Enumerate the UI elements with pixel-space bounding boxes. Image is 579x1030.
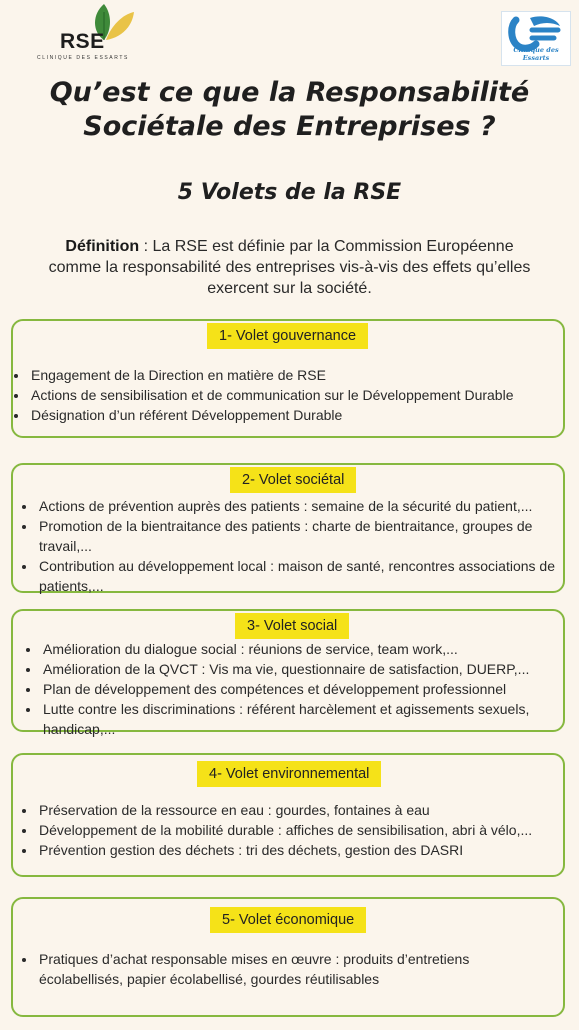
section-card-economique [11, 897, 565, 1017]
list-item: • Plan de développement des compétences et développement professionnel [41, 679, 561, 699]
list-item: • Promotion de la bientraitance des patients : charte de bientraitance, groupes de travail,... [37, 516, 579, 556]
list-item: • Actions de sensibilisation et de communication sur le Développement Durable [29, 385, 569, 405]
list-item: • Actions de prévention auprès des patients : semaine de la sécurité du patient,... [37, 496, 579, 516]
section-list-gouvernance [13, 365, 569, 425]
section-list-societal [21, 496, 579, 596]
section-card-societal [11, 463, 565, 593]
definition-paragraph [30, 236, 549, 299]
list-item: • Préservation de la ressource en eau : gourdes, fontaines à eau [37, 800, 577, 820]
page-subtitle: 5 Volets de la RSE [177, 180, 402, 205]
rse-logo [28, 2, 138, 62]
definition-label: Définition [65, 238, 140, 255]
list-item: • Amélioration de la QVCT : Vis ma vie, questionnaire de satisfaction, DUERP,... [41, 659, 561, 679]
section-title-gouvernance: 1- Volet gouvernance [207, 323, 368, 349]
page-title-line-1: Qu’est ce que la Responsabilité [49, 77, 530, 108]
section-title-economique: 5- Volet économique [210, 907, 366, 933]
list-item: • Contribution au développement local : maison de santé, rencontres associations de patients,... [37, 556, 579, 596]
clinic-logo [501, 11, 571, 66]
section-title-societal: 2- Volet sociétal [230, 467, 356, 493]
list-item: • Engagement de la Direction en matière de RSE [29, 365, 569, 385]
rse-logo-text: RSE [60, 30, 105, 53]
list-item: • Amélioration du dialogue social : réunions de service, team work,... [41, 639, 561, 659]
page-title-line-2: Sociétale des Entreprises ? [83, 111, 496, 142]
list-item: • Désignation d’un référent Développement Durable [29, 405, 569, 425]
rse-logo-subtext: CLINIQUE DES ESSARTS [37, 55, 129, 61]
section-card-environnemental [11, 753, 565, 877]
section-list-environnemental [21, 800, 577, 860]
definition-line-1 [30, 236, 549, 257]
section-card-social [11, 609, 565, 737]
section-title-social: 3- Volet social [235, 613, 349, 639]
section-list-economique [21, 949, 487, 989]
definition-text-1: : La RSE est définie par la Commission Européenne [139, 238, 514, 255]
definition-line-3: exercent sur la société. [207, 280, 372, 297]
page-title [0, 76, 579, 144]
list-item: • Prévention gestion des déchets : tri des déchets, gestion des DASRI [37, 840, 577, 860]
definition-line-2: comme la responsabilité des entreprises vis-à-vis des effets qu’elles [48, 259, 531, 276]
section-list-social [25, 639, 561, 739]
list-item: • Développement de la mobilité durable : affiches de sensibilisation, abri à vélo,... [37, 820, 577, 840]
section-card-gouvernance [11, 319, 565, 438]
clinic-logo-name: Clinique des Essarts [513, 46, 559, 62]
section-title-environnemental: 4- Volet environnemental [197, 761, 381, 787]
list-item: • Lutte contre les discriminations : référent harcèlement et agissements sexuels, handicap,... [41, 699, 561, 739]
list-item: • Pratiques d’achat responsable mises en œuvre : produits d’entretiens écolabellisés, papier écolabellisé, gourdes réutilisables [37, 949, 487, 989]
